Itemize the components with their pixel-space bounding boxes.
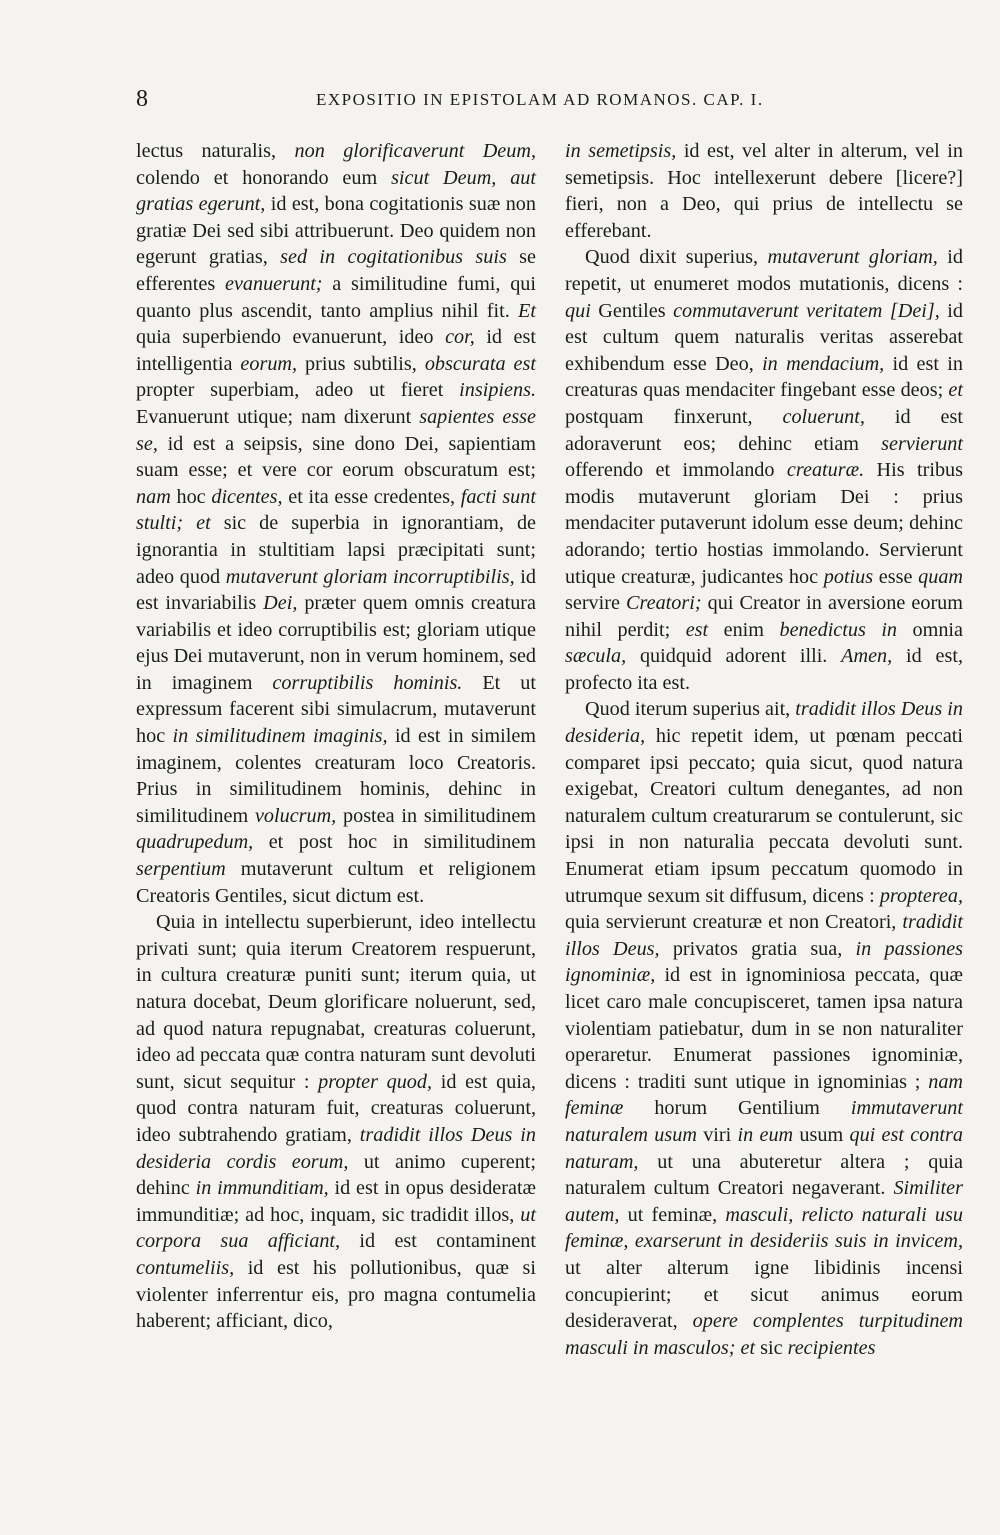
italic-text: sapientes esse se,: [136, 405, 536, 455]
text-run: id est intelligentia: [136, 326, 536, 375]
italic-text: nam: [136, 485, 171, 508]
italic-text: in mendacium,: [762, 352, 885, 375]
text-run: usum: [793, 1123, 850, 1146]
text-run: id est adoraverunt eos; dehinc etiam: [565, 405, 963, 455]
italic-text: Similiter autem,: [565, 1177, 963, 1226]
text-run: id repetit, ut enumeret modos mutationis, dicens :: [565, 246, 963, 295]
page-number: 8: [136, 86, 148, 112]
text-run: postea in similitudinem: [336, 804, 536, 827]
italic-text: qui est contra naturam,: [565, 1123, 963, 1173]
text-run: id est, bona cogitationis suæ non gratiæ Dei sed sibi attribuerunt. Deo quidem non egerunt gratias,: [136, 193, 536, 269]
italic-text: eorum,: [240, 352, 298, 375]
text-run: præter quem omnis creatura variabilis et ideo corruptibilis est; gloriam utique ejus Dei mutaverunt, non in verum hominem, sed in imaginem: [136, 592, 536, 694]
text-run: Gentiles: [590, 299, 674, 322]
italic-text: Amen,: [841, 645, 893, 668]
text-run: id est quia, quod contra naturam fuit, creaturas coluerunt, ideo subtrahendo gratiam,: [136, 1070, 536, 1146]
italic-text: in eum: [737, 1123, 794, 1146]
text-run: mutaverunt cultum et religionem Creatoris Gentiles, sicut dictum est.: [136, 858, 536, 907]
text-run: sic: [755, 1336, 788, 1359]
text-run: id est cultum quem naturalis veritas asserebat exhibendum esse Deo,: [565, 299, 963, 375]
text-run: Et ut expressum facerent sibi simulacrum, mutaverunt hoc: [136, 671, 536, 748]
text-run: id est in creaturas quas mendaciter fingebant esse deos;: [565, 352, 964, 402]
text-run: horum Gentilium: [623, 1097, 851, 1120]
text-run: sic de superbia in ignorantiam, de ignorantia in stultitiam lapsi præcipitati sunt; adeo quod: [136, 512, 537, 588]
text-run: id est, profecto ita est.: [565, 645, 963, 694]
italic-text: corruptibilis hominis.: [272, 671, 463, 694]
italic-text: volucrum,: [254, 804, 337, 827]
italic-text: servierunt: [881, 432, 963, 455]
italic-text: sed in cogitationibus suis: [280, 246, 507, 269]
italic-text: obscurata est: [424, 352, 536, 375]
italic-text: dicentes,: [211, 485, 283, 508]
italic-text: propterea,: [879, 884, 963, 907]
italic-text: in passiones ignominiæ,: [565, 937, 964, 987]
italic-text: mutaverunt gloriam incorruptibilis,: [225, 565, 515, 588]
italic-text: cor,: [445, 326, 475, 349]
italic-text: est: [685, 618, 709, 641]
italic-text: sæcula,: [565, 645, 627, 668]
paragraph: [565, 696, 963, 1361]
right-column: [565, 138, 963, 1361]
italic-text: immutaverunt naturalem usum: [565, 1097, 963, 1146]
text-run: id est his pollutionibus, quæ si violenter inferrentur eis, pro magna contumelia haberent; afficiant, dico,: [136, 1256, 536, 1333]
italic-text: insipiens.: [459, 379, 536, 402]
paragraph: [565, 138, 963, 244]
italic-text: non glorificaverunt Deum,: [294, 140, 536, 162]
italic-text: in immunditiam,: [195, 1177, 329, 1200]
italic-text: tradidit illos Deus in desideria cordis eorum,: [136, 1123, 536, 1173]
text-run: a similitudine fumi, qui quanto plus ascendit, tanto amplius nihil fit.: [136, 272, 537, 322]
text-run: id est in similem imaginem, colentes creaturam loco Creatoris. Prius in similitudinem hominis, dehinc in similitudinem: [136, 725, 536, 827]
text-run: quia servierunt creaturæ et non Creatori,: [565, 911, 903, 934]
italic-text: benedictus in: [779, 618, 898, 641]
italic-text: masculi, relicto naturali usu feminæ, exarserunt in desideriis suis in invicem,: [565, 1203, 963, 1253]
paragraph: [136, 909, 536, 1335]
text-run: ut alter alterum igne libidinis incensi concupierint; et sicut animus eorum desideraverat,: [565, 1256, 963, 1333]
running-title: EXPOSITIO IN EPISTOLAM AD ROMANOS. CAP. I.: [316, 90, 764, 109]
text-run: hic repetit idem, ut pœnam peccati comparet ipsi peccato; quia sicut, quod natura exigebat, Creatori cultum denegantes, ad non naturalem cultum creaturarum se contulerunt, sic ipsi in non naturalia peccata devoluti sunt. Enumerat etiam ipsum peccatum quomodo in utrumque sexum sit diffusum, dicens :: [565, 725, 963, 907]
italic-text: potius: [823, 565, 874, 588]
italic-text: facti sunt stulti; et: [136, 485, 536, 535]
italic-text: nam feminæ: [565, 1070, 963, 1120]
italic-text: recipientes: [787, 1336, 876, 1359]
text-run: id est in opus desideratæ immunditiæ; ad hoc, inquam, sic tradidit illos,: [136, 1177, 537, 1226]
text-run: quia superbiendo evanuerunt, ideo: [136, 326, 446, 349]
text-run: hoc: [170, 485, 212, 508]
italic-text: creaturæ.: [786, 459, 865, 482]
text-run: quidquid adorent illi.: [626, 645, 842, 668]
text-run: privatos gratia sua,: [659, 937, 856, 960]
text-run: et ita esse credentes,: [282, 485, 461, 508]
text-run: colendo et honorando eum: [136, 166, 392, 189]
text-run: se efferentes: [136, 246, 537, 295]
text-run: Quia in intellectu superbierunt, ideo intellectu privati sunt; quia iterum Creatorem respuerunt, in cultura creaturæ puniti sunt; iterum quia, ut natura docebat, Deum glorificare noluerunt, sed, ad quod natura repugnabat, creaturas coluerunt, ideo ad peccata quæ contra naturam sunt devoluti sunt, sicut sequitur :: [136, 911, 536, 1093]
italic-text: Et: [518, 299, 536, 322]
text-run: id est in ignominiosa peccata, quæ licet caro male concupisceret, tamen ipsa natura violentiam patiebatur, dum in se non naturaliter operaretur. Enumerat passiones ignominiæ, dicens : traditi sunt utique in ignominias ;: [565, 964, 963, 1093]
text-run: id est contaminent: [340, 1230, 536, 1253]
italic-text: contumeliis,: [136, 1256, 235, 1279]
text-run: ut una abuteretur altera ; quia naturalem cultum Creatori negaverant.: [565, 1150, 963, 1200]
text-run: Quod dixit superius,: [585, 246, 768, 269]
page-header: [136, 86, 966, 116]
italic-text: et: [948, 379, 963, 402]
text-run: prius subtilis,: [297, 352, 425, 375]
text-run: servire: [565, 592, 627, 615]
text-run: ut feminæ,: [619, 1203, 726, 1226]
italic-text: tradidit illos Deus,: [565, 911, 963, 960]
italic-text: Creatori;: [626, 592, 702, 615]
italic-text: serpentium: [136, 858, 226, 881]
italic-text: ut corpora sua afficiant,: [136, 1203, 536, 1253]
text-run: Quod iterum superius ait,: [585, 698, 796, 721]
text-run: omnia: [897, 618, 963, 641]
text-run: enim: [708, 618, 780, 641]
text-run: Evanuerunt utique; nam dixerunt: [136, 405, 420, 428]
text-run: id est, vel alter in alterum, vel in semetipsis. Hoc intellexerunt debere [licere?] fieri, non a Deo, qui prius de intellectu se efferebant.: [565, 140, 963, 242]
italic-text: evanuerunt;: [224, 272, 323, 295]
italic-text: quam: [918, 565, 963, 588]
italic-text: propter quod,: [318, 1070, 433, 1093]
text-run: ut animo cuperent; dehinc: [136, 1150, 537, 1200]
italic-text: Dei,: [263, 592, 298, 615]
italic-text: commutaverunt veritatem [Dei],: [673, 299, 940, 322]
paragraph: [136, 138, 536, 909]
italic-text: qui: [565, 299, 591, 322]
italic-text: sicut Deum, aut gratias egerunt,: [136, 166, 536, 216]
text-run: id est invariabilis: [136, 565, 537, 615]
italic-text: mutaverunt gloriam,: [767, 246, 938, 269]
text-run: offerendo et immolando: [565, 459, 787, 482]
text-run: qui Creator in aversione eorum nihil perdit;: [565, 592, 963, 641]
text-run: postquam finxerunt,: [565, 405, 783, 428]
text-run: et post hoc in similitudinem: [253, 831, 536, 854]
text-run: propter superbiam, adeo ut fieret: [136, 379, 460, 402]
text-run: id est a seipsis, sine dono Dei, sapientiam suam esse; et vere cor eorum obscuratum est;: [136, 432, 536, 482]
italic-text: in similitudinem imaginis,: [172, 725, 388, 748]
italic-text: opere complentes turpitudinem masculi in masculos; et: [565, 1310, 963, 1359]
italic-text: tradidit illos Deus in desideria,: [565, 698, 963, 748]
paragraph: [565, 244, 963, 696]
left-column: [136, 138, 536, 1335]
text-run: esse: [873, 565, 919, 588]
italic-text: in semetipsis,: [565, 140, 677, 162]
text-run: His tribus modis mutaverunt gloriam Dei : prius mendaciter putaverunt idolum esse deum; dehinc adorando; tertio hostias immolando. Servierunt utique creaturæ, judicantes hoc: [565, 459, 964, 588]
italic-text: coluerunt,: [782, 405, 865, 428]
text-run: viri: [696, 1123, 738, 1146]
text-run: lectus naturalis,: [136, 140, 295, 162]
italic-text: quadrupedum,: [136, 831, 254, 854]
